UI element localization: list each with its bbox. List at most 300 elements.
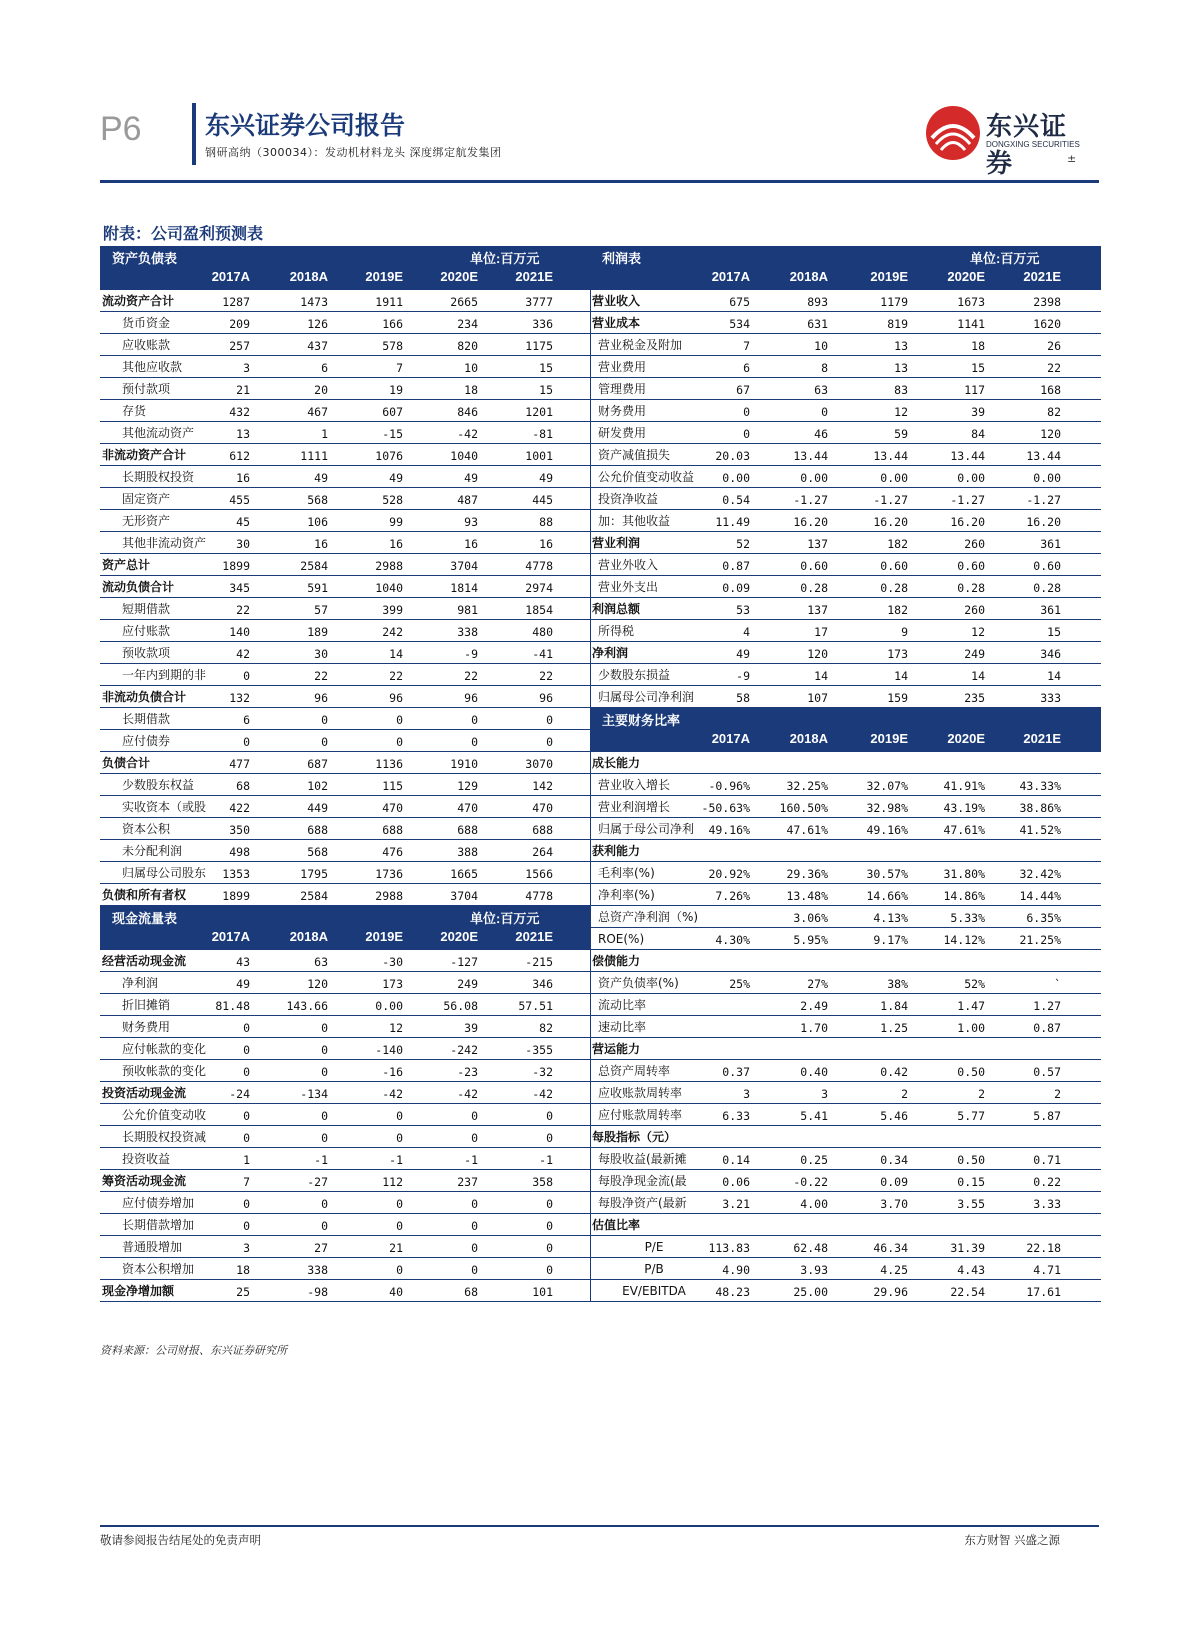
balance_sheet-row-value: 42 bbox=[236, 647, 250, 661]
balance_sheet-row-value: 1566 bbox=[525, 867, 553, 881]
income_statement-row-value: 0.60 bbox=[1033, 559, 1061, 573]
balance_sheet-row-value: 1665 bbox=[450, 867, 478, 881]
ratios-row-value: 3 bbox=[821, 1087, 828, 1101]
balance_sheet-row-value: 470 bbox=[382, 801, 403, 815]
ratios-row-value: 4.13% bbox=[873, 911, 908, 925]
balance_sheet-row-label: 预收款项 bbox=[122, 646, 171, 660]
income_statement-row-value: 173 bbox=[887, 647, 908, 661]
balance_sheet-row-value: 16 bbox=[314, 537, 328, 551]
balance_sheet-row-value: 1911 bbox=[375, 295, 403, 309]
balance_sheet-row-label: 短期借款 bbox=[122, 602, 171, 616]
cash_flow-row-value: 0 bbox=[321, 1219, 328, 1233]
ratios-row-label: ROE(%) bbox=[598, 932, 645, 946]
cash_flow-row-value: 39 bbox=[464, 1021, 478, 1035]
ratios-row-value: 5.33% bbox=[950, 911, 985, 925]
cash_flow-row-label: 财务费用 bbox=[122, 1020, 171, 1034]
forecast-table bbox=[100, 246, 1101, 1329]
balance_sheet-row-value: 820 bbox=[457, 339, 478, 353]
income_statement-row-value: 0.87 bbox=[722, 559, 750, 573]
ratios-row-value: 0.37 bbox=[722, 1065, 750, 1079]
income_statement-row-value: 13.44 bbox=[873, 449, 908, 463]
balance_sheet-row-value: 189 bbox=[307, 625, 328, 639]
ratios-row-value: 5.77 bbox=[957, 1109, 985, 1123]
balance_sheet-row-value: 4778 bbox=[525, 889, 553, 903]
income_statement-row-label: 营业外收入 bbox=[598, 558, 659, 572]
cash_flow-row-value: 7 bbox=[243, 1175, 250, 1189]
ratios-row-label: 速动比率 bbox=[598, 1020, 647, 1034]
cash_flow-row-value: 358 bbox=[532, 1175, 553, 1189]
balance_sheet-row-value: 449 bbox=[307, 801, 328, 815]
cash-flow-year-2018A: 2018A bbox=[289, 929, 328, 944]
ratios-row-value: ` bbox=[1054, 977, 1061, 991]
ratios-row-value: 7.26% bbox=[715, 889, 750, 903]
balance_sheet-row-value: 16 bbox=[389, 537, 403, 551]
ratios-row-value: 2 bbox=[1054, 1087, 1061, 1101]
balance_sheet-row-value: 49 bbox=[539, 471, 553, 485]
cash_flow-row-label: 长期股权投资减 bbox=[122, 1130, 207, 1144]
ratios-row-value: 31.39 bbox=[950, 1241, 985, 1255]
balance_sheet-row-value: 45 bbox=[236, 515, 250, 529]
logo-text-en: DONGXING SECURITIES bbox=[986, 140, 1080, 149]
balance_sheet-row-value: -81 bbox=[532, 427, 553, 441]
ratios-row-value: 32.42% bbox=[1019, 867, 1061, 881]
balance_sheet-row-value: 345 bbox=[229, 581, 250, 595]
balance_sheet-row-value: -41 bbox=[532, 647, 553, 661]
ratios-row-value: 31.80% bbox=[943, 867, 985, 881]
logo-mark: ± bbox=[1067, 152, 1077, 165]
income_statement-row-value: 22 bbox=[1047, 361, 1061, 375]
cash_flow-row-label: 筹资活动现金流 bbox=[102, 1174, 187, 1188]
ratios-row-value: 1.00 bbox=[957, 1021, 985, 1035]
balance_sheet-row-value: 7 bbox=[396, 361, 403, 375]
cash_flow-row-value: 43 bbox=[236, 955, 250, 969]
balance_sheet-row-value: 264 bbox=[532, 845, 553, 859]
balance_sheet-row-value: 115 bbox=[382, 779, 403, 793]
cash_flow-row-value: -140 bbox=[375, 1043, 403, 1057]
balance_sheet-row-value: 0 bbox=[396, 735, 403, 749]
income_statement-row-value: 16.20 bbox=[793, 515, 828, 529]
income_statement-row-value: 1141 bbox=[957, 317, 985, 331]
income_statement-row-value: 16.20 bbox=[873, 515, 908, 529]
balance_sheet-row-label: 长期股权投资 bbox=[122, 470, 195, 484]
ratios-row-value: 38% bbox=[887, 977, 908, 991]
balance_sheet-row-value: 3704 bbox=[450, 559, 478, 573]
report-title: 东兴证券公司报告 bbox=[205, 111, 406, 140]
balance_sheet-row-value: 13 bbox=[236, 427, 250, 441]
cash_flow-row-value: 173 bbox=[382, 977, 403, 991]
ratios-row-value: 22.54 bbox=[950, 1285, 985, 1299]
cash_flow-row-value: 0 bbox=[321, 1197, 328, 1211]
income_statement-row-value: -9 bbox=[736, 669, 750, 683]
cash_flow-row-value: 0 bbox=[546, 1109, 553, 1123]
income_statement-row-value: 84 bbox=[971, 427, 985, 441]
balance_sheet-row-value: 19 bbox=[389, 383, 403, 397]
balance_sheet-row-value: 0 bbox=[546, 735, 553, 749]
ratios-row-value: 6.35% bbox=[1026, 911, 1061, 925]
cash_flow-row-value: -242 bbox=[450, 1043, 478, 1057]
balance-sheet-year-2018A: 2018A bbox=[289, 269, 328, 284]
ratios-row-value: 1.84 bbox=[880, 999, 908, 1013]
balance_sheet-row-value: 470 bbox=[457, 801, 478, 815]
ratios-row-value: 113.83 bbox=[708, 1241, 750, 1255]
income_statement-row-value: 13 bbox=[894, 361, 908, 375]
balance_sheet-row-value: 49 bbox=[314, 471, 328, 485]
cash_flow-row-value: 338 bbox=[307, 1263, 328, 1277]
cash_flow-row-value: -42 bbox=[457, 1087, 478, 1101]
income_statement-row-value: 0 bbox=[743, 405, 750, 419]
cash_flow-row-label: 折旧摊销 bbox=[122, 998, 171, 1012]
income_statement-row-label: 投资净收益 bbox=[598, 492, 659, 506]
cash_flow-row-value: -16 bbox=[382, 1065, 403, 1079]
cash_flow-row-value: 0 bbox=[546, 1241, 553, 1255]
balance_sheet-row-value: 20 bbox=[314, 383, 328, 397]
ratios-row bbox=[590, 1038, 1101, 1060]
balance-sheet-title: 资产负债表 bbox=[112, 251, 178, 266]
cash-flow-year-2019E: 2019E bbox=[365, 929, 403, 944]
cash_flow-row-value: 0 bbox=[243, 1219, 250, 1233]
cash-flow-year-2020E: 2020E bbox=[440, 929, 478, 944]
balance_sheet-row-value: 16 bbox=[236, 471, 250, 485]
balance_sheet-row-value: -42 bbox=[457, 427, 478, 441]
ratios-row-value: 3 bbox=[743, 1087, 750, 1101]
income_statement-row-value: 120 bbox=[1040, 427, 1061, 441]
income_statement-row-value: 83 bbox=[894, 383, 908, 397]
balance_sheet-row-label: 货币资金 bbox=[122, 316, 171, 330]
cash_flow-row-value: 0 bbox=[321, 1065, 328, 1079]
income_statement-row-value: 260 bbox=[964, 537, 985, 551]
cash_flow-row-value: 0 bbox=[471, 1197, 478, 1211]
balance_sheet-row-value: 568 bbox=[307, 845, 328, 859]
balance_sheet-row-value: 2988 bbox=[375, 889, 403, 903]
balance_sheet-row-label: 固定资产 bbox=[122, 492, 171, 506]
income_statement-row-value: 14 bbox=[971, 669, 985, 683]
income_statement-row-value: 182 bbox=[887, 537, 908, 551]
cash_flow-row-value: 25 bbox=[236, 1285, 250, 1299]
income_statement-row-label: 营业税金及附加 bbox=[598, 338, 683, 352]
income_statement-row-value: 182 bbox=[887, 603, 908, 617]
cash_flow-row-value: 0 bbox=[321, 1131, 328, 1145]
balance_sheet-row-value: 1814 bbox=[450, 581, 478, 595]
cash_flow-row-value: 0 bbox=[471, 1109, 478, 1123]
ratios-row-value: 3.33 bbox=[1033, 1197, 1061, 1211]
cash_flow-row-value: 56.08 bbox=[443, 999, 478, 1013]
source-note: 资料来源：公司财报、东兴证券研究所 bbox=[100, 1344, 287, 1357]
ratios-row-label: P/E bbox=[644, 1240, 664, 1254]
income_statement-row-value: -1.27 bbox=[873, 493, 908, 507]
balance_sheet-row-value: 687 bbox=[307, 757, 328, 771]
cash_flow-row-value: 0 bbox=[546, 1131, 553, 1145]
balance_sheet-row-value: 1175 bbox=[525, 339, 553, 353]
cash_flow-row-value: 0 bbox=[243, 1197, 250, 1211]
balance_sheet-row-value: 336 bbox=[532, 317, 553, 331]
balance_sheet-row-value: 498 bbox=[229, 845, 250, 859]
balance_sheet-row-value: 0 bbox=[546, 713, 553, 727]
cash_flow-row-value: 0.00 bbox=[375, 999, 403, 1013]
balance_sheet-row-value: 2974 bbox=[525, 581, 553, 595]
balance_sheet-row-value: 467 bbox=[307, 405, 328, 419]
income_statement-row-value: 0.00 bbox=[800, 471, 828, 485]
balance_sheet-row-value: 132 bbox=[229, 691, 250, 705]
income_statement-row-value: 260 bbox=[964, 603, 985, 617]
balance_sheet-row-value: 1353 bbox=[222, 867, 250, 881]
ratios-row-value: -0.96% bbox=[708, 779, 750, 793]
cash_flow-row-rule bbox=[100, 1301, 590, 1302]
balance_sheet-row-value: 0 bbox=[471, 713, 478, 727]
income_statement-row-label: 财务费用 bbox=[598, 404, 647, 418]
balance-sheet-year-2017A: 2017A bbox=[211, 269, 250, 284]
balance_sheet-row-value: 15 bbox=[539, 383, 553, 397]
cash_flow-row-value: 21 bbox=[389, 1241, 403, 1255]
balance-sheet-year-2019E: 2019E bbox=[365, 269, 403, 284]
income_statement-row-label: 管理费用 bbox=[598, 382, 647, 396]
income_statement-row-value: 39 bbox=[971, 405, 985, 419]
ratios-row-label: 归属于母公司净利 bbox=[598, 822, 695, 836]
income_statement-row-value: 46 bbox=[814, 427, 828, 441]
ratios-row-value: 38.86% bbox=[1019, 801, 1061, 815]
income_statement-row-value: 117 bbox=[964, 383, 985, 397]
ratios-row-label: 总资产周转率 bbox=[598, 1064, 671, 1078]
cash_flow-row-value: 112 bbox=[382, 1175, 403, 1189]
income_statement-row-value: 534 bbox=[729, 317, 750, 331]
ratios-row-label: 每股收益(最新摊 bbox=[598, 1152, 687, 1166]
income_statement-row-value: 67 bbox=[736, 383, 750, 397]
income_statement-row-value: 63 bbox=[814, 383, 828, 397]
balance_sheet-row-value: 0 bbox=[243, 735, 250, 749]
balance_sheet-row-value: 96 bbox=[539, 691, 553, 705]
cash_flow-row-value: 0 bbox=[546, 1263, 553, 1277]
cash_flow-row-label: 应付帐款的变化 bbox=[122, 1042, 207, 1056]
cash_flow-row-label: 资本公积增加 bbox=[122, 1262, 195, 1276]
income-statement-unit: 单位:百万元 bbox=[970, 251, 1040, 266]
balance_sheet-row-label: 归属母公司股东 bbox=[122, 866, 207, 880]
balance_sheet-row-label: 未分配利润 bbox=[122, 844, 183, 858]
income_statement-row-value: 6 bbox=[743, 361, 750, 375]
income_statement-row-value: 12 bbox=[971, 625, 985, 639]
ratios-row-value: 43.33% bbox=[1019, 779, 1061, 793]
income_statement-row-value: 59 bbox=[894, 427, 908, 441]
cash_flow-row-value: 63 bbox=[314, 955, 328, 969]
ratios-row-value: 27% bbox=[807, 977, 828, 991]
cash_flow-row-value: 0 bbox=[321, 1043, 328, 1057]
balance_sheet-row-label: 一年内到期的非 bbox=[122, 668, 207, 682]
balance_sheet-row-label: 应付账款 bbox=[122, 624, 171, 638]
ratios-row-value: 0.22 bbox=[1033, 1175, 1061, 1189]
ratios-row bbox=[590, 752, 1101, 774]
balance_sheet-row-value: 591 bbox=[307, 581, 328, 595]
cash_flow-row-label: 预收帐款的变化 bbox=[122, 1064, 207, 1078]
cash_flow-row-label: 经营活动现金流 bbox=[102, 954, 187, 968]
cash_flow-row-value: -30 bbox=[382, 955, 403, 969]
balance_sheet-row-value: 126 bbox=[307, 317, 328, 331]
ratios-row-label: 营运能力 bbox=[592, 1042, 641, 1056]
ratios-row-value: 0.42 bbox=[880, 1065, 908, 1079]
ratios-row-value: 46.34 bbox=[873, 1241, 908, 1255]
balance_sheet-row-value: 30 bbox=[314, 647, 328, 661]
income_statement-row-value: -1.27 bbox=[793, 493, 828, 507]
ratios-row-value: 32.07% bbox=[866, 779, 908, 793]
ratios-year-2017A: 2017A bbox=[711, 731, 750, 746]
ratios-row-value: 6.33 bbox=[722, 1109, 750, 1123]
income_statement-row-value: 2398 bbox=[1033, 295, 1061, 309]
ratios-row-label: 毛利率(%) bbox=[598, 866, 655, 880]
balance_sheet-row-value: 22 bbox=[389, 669, 403, 683]
balance_sheet-row-value: 1 bbox=[321, 427, 328, 441]
cash_flow-row-label: 公允价值变动收 bbox=[122, 1108, 207, 1122]
income_statement-row-value: -1.27 bbox=[1026, 493, 1061, 507]
balance_sheet-row-value: 96 bbox=[314, 691, 328, 705]
ratios-row-value: 49.16% bbox=[708, 823, 750, 837]
ratios-row-label: 营业收入增长 bbox=[598, 778, 671, 792]
cash_flow-row-value: -32 bbox=[532, 1065, 553, 1079]
balance_sheet-row-value: 432 bbox=[229, 405, 250, 419]
ratios-row-value: 41.91% bbox=[943, 779, 985, 793]
income_statement-row-value: 18 bbox=[971, 339, 985, 353]
income_statement-row-value: 13.44 bbox=[1026, 449, 1061, 463]
cash_flow-row-value: 68 bbox=[464, 1285, 478, 1299]
balance_sheet-row-label: 其他应收款 bbox=[122, 360, 183, 374]
cash_flow-row-value: 81.48 bbox=[215, 999, 250, 1013]
balance_sheet-row-value: 0 bbox=[396, 713, 403, 727]
ratios-row-value: 22.18 bbox=[1026, 1241, 1061, 1255]
cash_flow-row-value: 0 bbox=[243, 1131, 250, 1145]
income_statement-row-value: 58 bbox=[736, 691, 750, 705]
income_statement-row-value: 53 bbox=[736, 603, 750, 617]
cash_flow-row-value: 0 bbox=[243, 1021, 250, 1035]
ratios-row-value: 2 bbox=[978, 1087, 985, 1101]
balance_sheet-row-value: 96 bbox=[389, 691, 403, 705]
income_statement-row-label: 研发费用 bbox=[598, 426, 647, 440]
ratios-row-value: 0.14 bbox=[722, 1153, 750, 1167]
balance_sheet-row-value: 2584 bbox=[300, 889, 328, 903]
page-number: P6 bbox=[100, 110, 142, 148]
income_statement-row-value: 235 bbox=[964, 691, 985, 705]
ratios-row-value: 1.25 bbox=[880, 1021, 908, 1035]
balance_sheet-row-value: 1910 bbox=[450, 757, 478, 771]
ratios-year-2021E: 2021E bbox=[1023, 731, 1061, 746]
income_statement-row-value: 249 bbox=[964, 647, 985, 661]
cash_flow-row-value: 12 bbox=[389, 1021, 403, 1035]
ratios-row-value: 14.86% bbox=[943, 889, 985, 903]
income_statement-row-value: 12 bbox=[894, 405, 908, 419]
cash_flow-row-value: 0 bbox=[396, 1109, 403, 1123]
ratios-row-value: 32.98% bbox=[866, 801, 908, 815]
cash_flow-row-value: 0 bbox=[396, 1197, 403, 1211]
cash-flow-unit: 单位:百万元 bbox=[470, 911, 540, 926]
balance_sheet-row-value: 257 bbox=[229, 339, 250, 353]
cash_flow-row-value: 0 bbox=[546, 1219, 553, 1233]
header-divider bbox=[192, 103, 196, 165]
ratios-row-value: 5.46 bbox=[880, 1109, 908, 1123]
cash_flow-row-value: 0 bbox=[471, 1219, 478, 1233]
balance_sheet-row-value: 4778 bbox=[525, 559, 553, 573]
income_statement-row-value: 1620 bbox=[1033, 317, 1061, 331]
balance_sheet-row-value: 166 bbox=[382, 317, 403, 331]
ratios-row-value: 2.49 bbox=[800, 999, 828, 1013]
ratios-row-value: 29.96 bbox=[873, 1285, 908, 1299]
income_statement-row-value: 361 bbox=[1040, 603, 1061, 617]
cash_flow-row-value: 120 bbox=[307, 977, 328, 991]
income_statement-row-value: 0.00 bbox=[722, 471, 750, 485]
ratios-row-value: 3.93 bbox=[800, 1263, 828, 1277]
income_statement-row-value: 631 bbox=[807, 317, 828, 331]
cash_flow-row-value: -134 bbox=[300, 1087, 328, 1101]
balance_sheet-row-value: 981 bbox=[457, 603, 478, 617]
ratios-row-value: 4.71 bbox=[1033, 1263, 1061, 1277]
balance_sheet-row-label: 应收账款 bbox=[122, 338, 171, 352]
income_statement-row-value: 9 bbox=[901, 625, 908, 639]
income_statement-row-value: 4 bbox=[743, 625, 750, 639]
balance_sheet-row-label: 流动负债合计 bbox=[102, 580, 175, 594]
ratios-row-value: 4.00 bbox=[800, 1197, 828, 1211]
income_statement-row-value: 1179 bbox=[880, 295, 908, 309]
income_statement-row-value: 107 bbox=[807, 691, 828, 705]
ratios-row-value: 3.55 bbox=[957, 1197, 985, 1211]
balance_sheet-row-value: 6 bbox=[243, 713, 250, 727]
income_statement-row-value: 13 bbox=[894, 339, 908, 353]
cash-flow-title: 现金流量表 bbox=[112, 911, 178, 926]
balance-sheet-year-2021E: 2021E bbox=[515, 269, 553, 284]
cash_flow-row-value: 40 bbox=[389, 1285, 403, 1299]
balance_sheet-row-value: 22 bbox=[236, 603, 250, 617]
ratios-row-rule bbox=[590, 1301, 1101, 1302]
ratios-row-value: 14.44% bbox=[1019, 889, 1061, 903]
balance_sheet-row-value: 68 bbox=[236, 779, 250, 793]
income_statement-row-value: 20.03 bbox=[715, 449, 750, 463]
income_statement-row-value: 13.44 bbox=[950, 449, 985, 463]
balance_sheet-row-value: 1287 bbox=[222, 295, 250, 309]
cash_flow-row-value: 346 bbox=[532, 977, 553, 991]
income_statement-row-value: 0.60 bbox=[957, 559, 985, 573]
cash_flow-row-value: -1 bbox=[539, 1153, 553, 1167]
income_statement-row-value: 16.20 bbox=[1026, 515, 1061, 529]
income_statement-row-label: 归属母公司净利润 bbox=[598, 690, 695, 704]
balance_sheet-row-value: 0 bbox=[321, 735, 328, 749]
balance_sheet-row-label: 流动资产合计 bbox=[102, 294, 175, 308]
cash_flow-row-label: 投资活动现金流 bbox=[102, 1086, 187, 1100]
balance_sheet-row-value: 22 bbox=[539, 669, 553, 683]
balance_sheet-row-value: 1076 bbox=[375, 449, 403, 463]
cash_flow-row-value: 27 bbox=[314, 1241, 328, 1255]
income_statement-row-value: 0.28 bbox=[957, 581, 985, 595]
balance_sheet-row-value: 16 bbox=[539, 537, 553, 551]
income_statement-row-value: 0.00 bbox=[1033, 471, 1061, 485]
balance_sheet-row-value: 3704 bbox=[450, 889, 478, 903]
balance_sheet-row-value: 2988 bbox=[375, 559, 403, 573]
balance_sheet-row-label: 长期借款 bbox=[122, 712, 171, 726]
balance_sheet-row-value: 476 bbox=[382, 845, 403, 859]
balance_sheet-row-value: 470 bbox=[532, 801, 553, 815]
cash_flow-row-value: 0 bbox=[321, 1109, 328, 1123]
balance_sheet-row-value: 3777 bbox=[525, 295, 553, 309]
balance_sheet-row-value: 1040 bbox=[450, 449, 478, 463]
balance_sheet-row-value: 93 bbox=[464, 515, 478, 529]
ratios-row bbox=[590, 1214, 1101, 1236]
income_statement-row-value: 15 bbox=[971, 361, 985, 375]
balance_sheet-row-value: 209 bbox=[229, 317, 250, 331]
income_statement-row-label: 少数股东损益 bbox=[598, 668, 671, 682]
balance_sheet-row-value: 607 bbox=[382, 405, 403, 419]
balance_sheet-row-value: 1201 bbox=[525, 405, 553, 419]
balance_sheet-row-value: 96 bbox=[464, 691, 478, 705]
cash_flow-row-value: 237 bbox=[457, 1175, 478, 1189]
income_statement-row-value: 159 bbox=[887, 691, 908, 705]
ratios-row-value: 4.30% bbox=[715, 933, 750, 947]
balance_sheet-row-value: 399 bbox=[382, 603, 403, 617]
income-statement-year-2017A: 2017A bbox=[711, 269, 750, 284]
cash_flow-row-value: -23 bbox=[457, 1065, 478, 1079]
ratios-row-label: 总资产净利润（%) bbox=[598, 910, 699, 924]
ratios-row-label: 估值比率 bbox=[592, 1218, 641, 1232]
